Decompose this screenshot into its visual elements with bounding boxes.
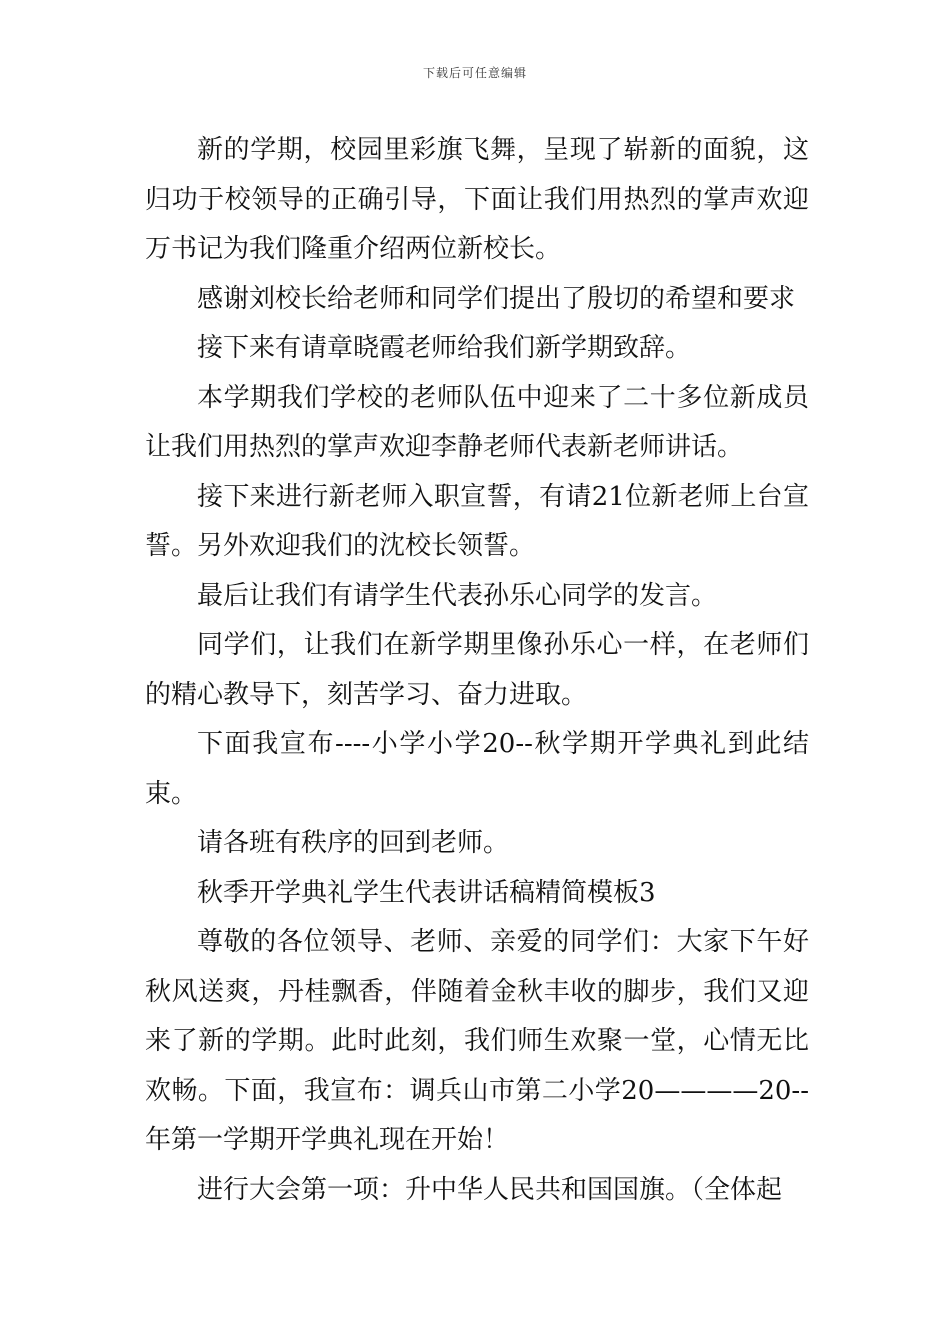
- paragraph: 感谢刘校长给老师和同学们提出了殷切的希望和要求: [197, 283, 796, 314]
- paragraph: 接下来有请章晓霞老师给我们新学期致辞。: [197, 333, 692, 363]
- page-header: 下载后可任意编辑: [422, 66, 527, 80]
- paragraph: 同学们，让我们在新学期里像孙乐心一样，在老师们的精心教导下，刻苦学习、奋力进取。: [145, 630, 809, 710]
- paragraph: 接下来进行新老师入职宣誓，有请21位新老师上台宣誓。另外欢迎我们的沈校长领誓。: [145, 481, 809, 561]
- paragraph: 本学期我们学校的老师队伍中迎来了二十多位新成员让我们用热烈的掌声欢迎李静老师代表新老师讲话。: [145, 382, 809, 462]
- paragraph: 请各班有秩序的回到老师。: [197, 828, 510, 858]
- section-title: 秋季开学典礼学生代表讲话稿精简模板3: [197, 877, 656, 908]
- paragraph: 尊敬的各位领导、老师、亲爱的同学们：大家下午好秋风送爽，丹桂飘香，伴随着金秋丰收的脚步，我们又迎来了新的学期。此时此刻，我们师生欢聚一堂，心情无比欢畅。下面，我宣布：调兵山市第二小学20————20--年第一学期开学典礼现在开始！: [145, 927, 809, 1155]
- document-body: [145, 126, 809, 1215]
- paragraph: 下面我宣布----小学小学20--秋学期开学典礼到此结束。: [145, 729, 809, 809]
- paragraph: 最后让我们有请学生代表孙乐心同学的发言。: [197, 580, 718, 611]
- paragraph: 进行大会第一项：升中华人民共和国国旗。（全体起: [197, 1174, 783, 1205]
- paragraph: 新的学期，校园里彩旗飞舞，呈现了崭新的面貌，这归功于校领导的正确引导，下面让我们用热烈的掌声欢迎万书记为我们隆重介绍两位新校长。: [145, 135, 809, 264]
